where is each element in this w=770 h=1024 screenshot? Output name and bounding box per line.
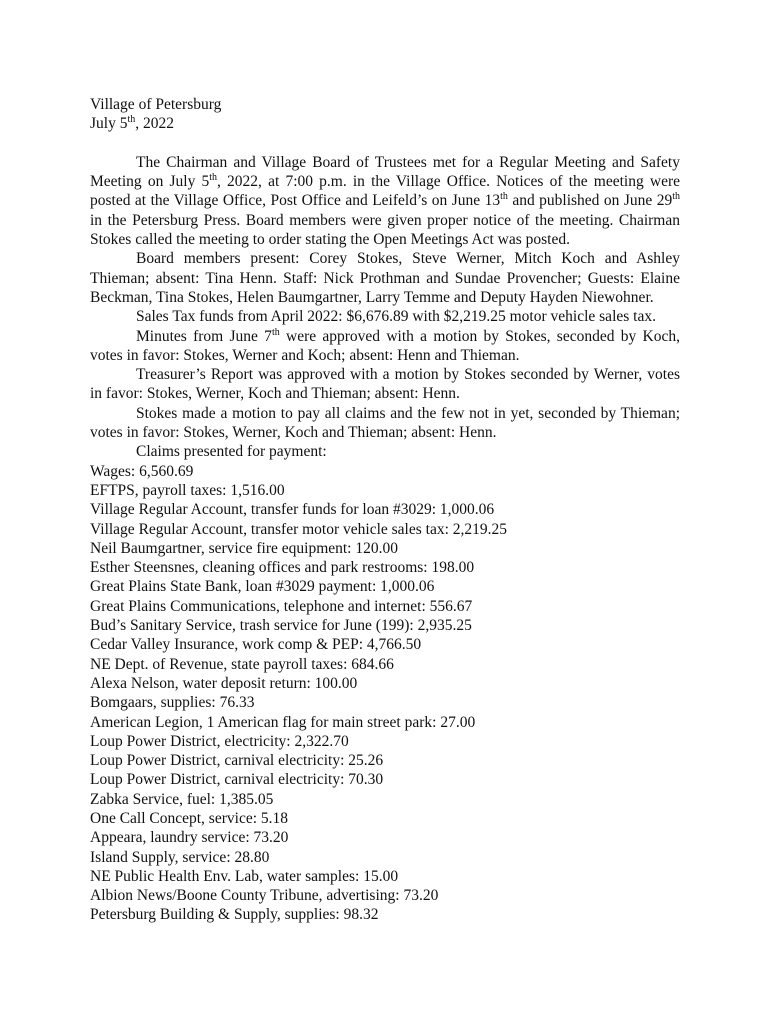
claim-item: Alexa Nelson, water deposit return: 100.00 — [90, 674, 358, 692]
attendance-paragraph: Board members present: Corey Stokes, Steve Werner, Mitch Koch and Ashley Thieman; absent: Tina Henn. Staff: Nick Prothman and Sundae Provencher; Guests: Elaine Beckman, Tina Stokes, Helen Baumgartner, Larry Temme and Deputy Hayden Niewohner. — [90, 250, 680, 306]
opening-text-2: , 2022, at 7:00 p.m. in the Village Office. Notices of the meeting were posted at the Village Office, Post Office and Leifeld’s on June 13 — [90, 173, 680, 210]
claim-item: Appeara, laundry service: 73.20 — [90, 829, 289, 847]
meeting-date-suffix: th — [127, 114, 136, 126]
claim-item: Loup Power District, electricity: 2,322.70 — [90, 732, 349, 750]
claims-list — [90, 462, 680, 925]
opening-text-1: The Chairman and Village Board of Trustees met for a Regular Meeting and Safety Meeting on July 5 — [90, 153, 680, 191]
claim-item: Bud’s Sanitary Service, trash service for June (199): 2,935.25 — [90, 617, 472, 635]
claim-item: Albion News/Boone County Tribune, advertising: 73.20 — [90, 887, 439, 905]
claim-item: Loup Power District, carnival electricity: 70.30 — [90, 771, 384, 789]
opening-text-3: and published on June 29 — [507, 192, 673, 210]
claim-item: Village Regular Account, transfer funds for loan #3029: 1,000.06 — [90, 501, 495, 519]
claim-item: Wages: 6,560.69 — [90, 462, 194, 480]
document-body — [90, 95, 680, 925]
claim-item: Island Supply, service: 28.80 — [90, 848, 270, 866]
claim-item: Great Plains State Bank, loan #3029 payment: 1,000.06 — [90, 578, 435, 596]
spacer — [90, 134, 680, 153]
claim-item: One Call Concept, service: 5.18 — [90, 809, 289, 827]
meeting-date-main: July 5 — [90, 115, 128, 133]
minutes-text-2: were approved with a motion by Stokes, seconded by Koch, votes in favor: Stokes, Werner and Koch; absent: Henn and Thieman. — [90, 327, 680, 364]
claim-item: Village Regular Account, transfer motor vehicle sales tax: 2,219.25 — [90, 520, 508, 538]
minutes-paragraph — [90, 327, 680, 366]
minutes-text-1: Minutes from June 7 — [136, 327, 272, 345]
opening-sup-1: th — [209, 172, 218, 184]
claim-item: EFTPS, payroll taxes: 1,516.00 — [90, 481, 285, 499]
claim-item: Esther Steensnes, cleaning offices and park restrooms: 198.00 — [90, 559, 475, 577]
claim-item: Great Plains Communications, telephone and internet: 556.67 — [90, 597, 473, 615]
claim-item: Cedar Valley Insurance, work comp & PEP: 4,766.50 — [90, 636, 422, 654]
sales-tax-paragraph: Sales Tax funds from April 2022: $6,676.89 with $2,219.25 motor vehicle sales tax. — [136, 308, 656, 326]
village-name: Village of Petersburg — [90, 96, 222, 113]
meeting-date — [90, 114, 680, 133]
claims-heading: Claims presented for payment: — [136, 443, 327, 461]
claim-item: Zabka Service, fuel: 1,385.05 — [90, 790, 274, 808]
claim-item: Loup Power District, carnival electricity: 25.26 — [90, 752, 384, 770]
opening-text-4: in the Petersburg Press. Board members were given proper notice of the meeting. Chairman Stokes called the meeting to order stating the Open Meetings Act was posted. — [90, 211, 680, 249]
opening-paragraph — [90, 153, 680, 249]
claim-item: Neil Baumgartner, service fire equipment: 120.00 — [90, 539, 398, 557]
meeting-date-year: , 2022 — [135, 115, 174, 133]
minutes-sup: th — [271, 326, 280, 338]
claims-motion-paragraph: Stokes made a motion to pay all claims and the few not in yet, seconded by Thieman; votes in favor: Stokes, Werner, Koch and Thieman; absent: Henn. — [90, 404, 680, 442]
claim-item: Bomgaars, supplies: 76.33 — [90, 694, 255, 712]
opening-sup-2: th — [500, 191, 508, 203]
claim-item: Petersburg Building & Supply, supplies: 98.32 — [90, 906, 379, 924]
opening-sup-3: th — [672, 191, 680, 203]
treasurer-report-paragraph: Treasurer’s Report was approved with a motion by Stokes seconded by Werner, votes in favor: Stokes, Werner, Koch and Thieman; absent: Henn. — [90, 366, 680, 403]
claim-item: NE Public Health Env. Lab, water samples: 15.00 — [90, 867, 399, 885]
claim-item: American Legion, 1 American flag for main street park: 27.00 — [90, 713, 476, 731]
claim-item: NE Dept. of Revenue, state payroll taxes: 684.66 — [90, 655, 394, 673]
